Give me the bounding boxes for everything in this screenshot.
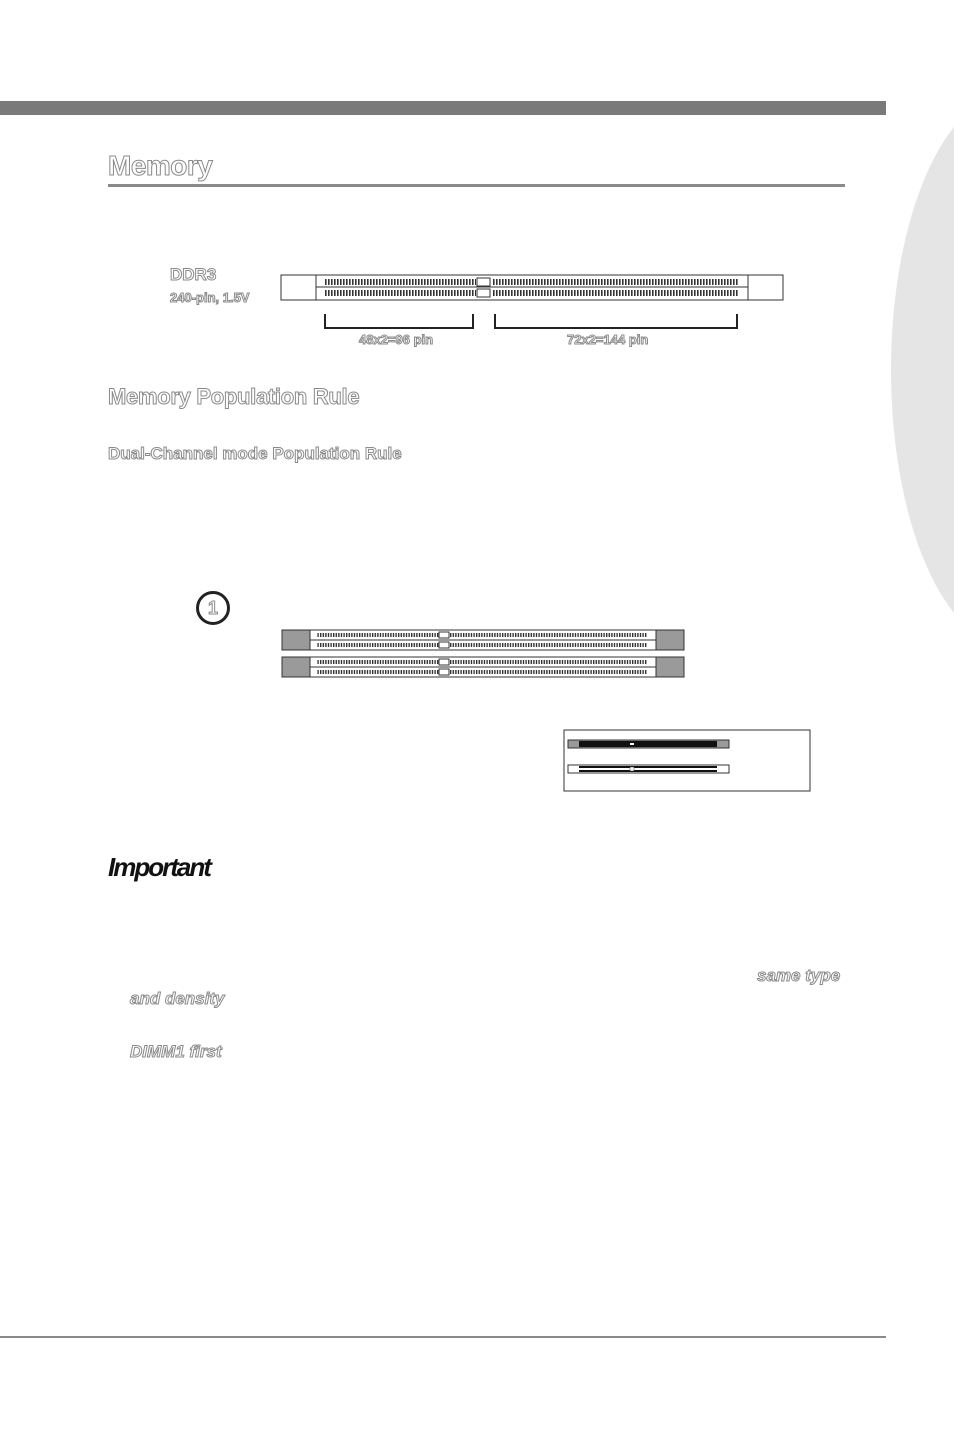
slot-legend-box	[563, 729, 813, 793]
step-1-badge	[196, 591, 230, 625]
dimm-slot-1	[282, 630, 684, 650]
page-title: Memory	[108, 150, 213, 181]
footer-rule	[0, 1336, 886, 1338]
note-and-density: and density	[130, 989, 225, 1008]
note-same-type: same type	[757, 966, 841, 985]
top-header-bar	[0, 101, 886, 115]
side-chapter-tab	[891, 94, 954, 646]
population-rule-heading: Memory Population Rule	[108, 384, 360, 409]
dimm-slots-illustration	[281, 629, 687, 681]
ddr3-label: DDR3	[170, 265, 217, 284]
dimm-slot-2	[282, 657, 684, 677]
step-number: 1	[207, 597, 218, 618]
ddr3-module-illustration	[280, 274, 786, 304]
title-underline	[108, 184, 845, 187]
important-heading: Important	[108, 852, 210, 882]
note-dimm1-first: DIMM1 first	[130, 1042, 222, 1061]
right-pin-count: 72x2=144 pin	[567, 332, 649, 347]
left-pin-count: 48x2=96 pin	[359, 332, 434, 347]
legend-empty-slot	[568, 765, 729, 773]
pin-count-brackets	[322, 312, 742, 332]
ddr3-spec: 240-pin, 1.5V	[170, 290, 250, 305]
legend-installed-slot	[568, 740, 729, 748]
dual-channel-heading: Dual-Channel mode Population Rule	[108, 444, 402, 463]
